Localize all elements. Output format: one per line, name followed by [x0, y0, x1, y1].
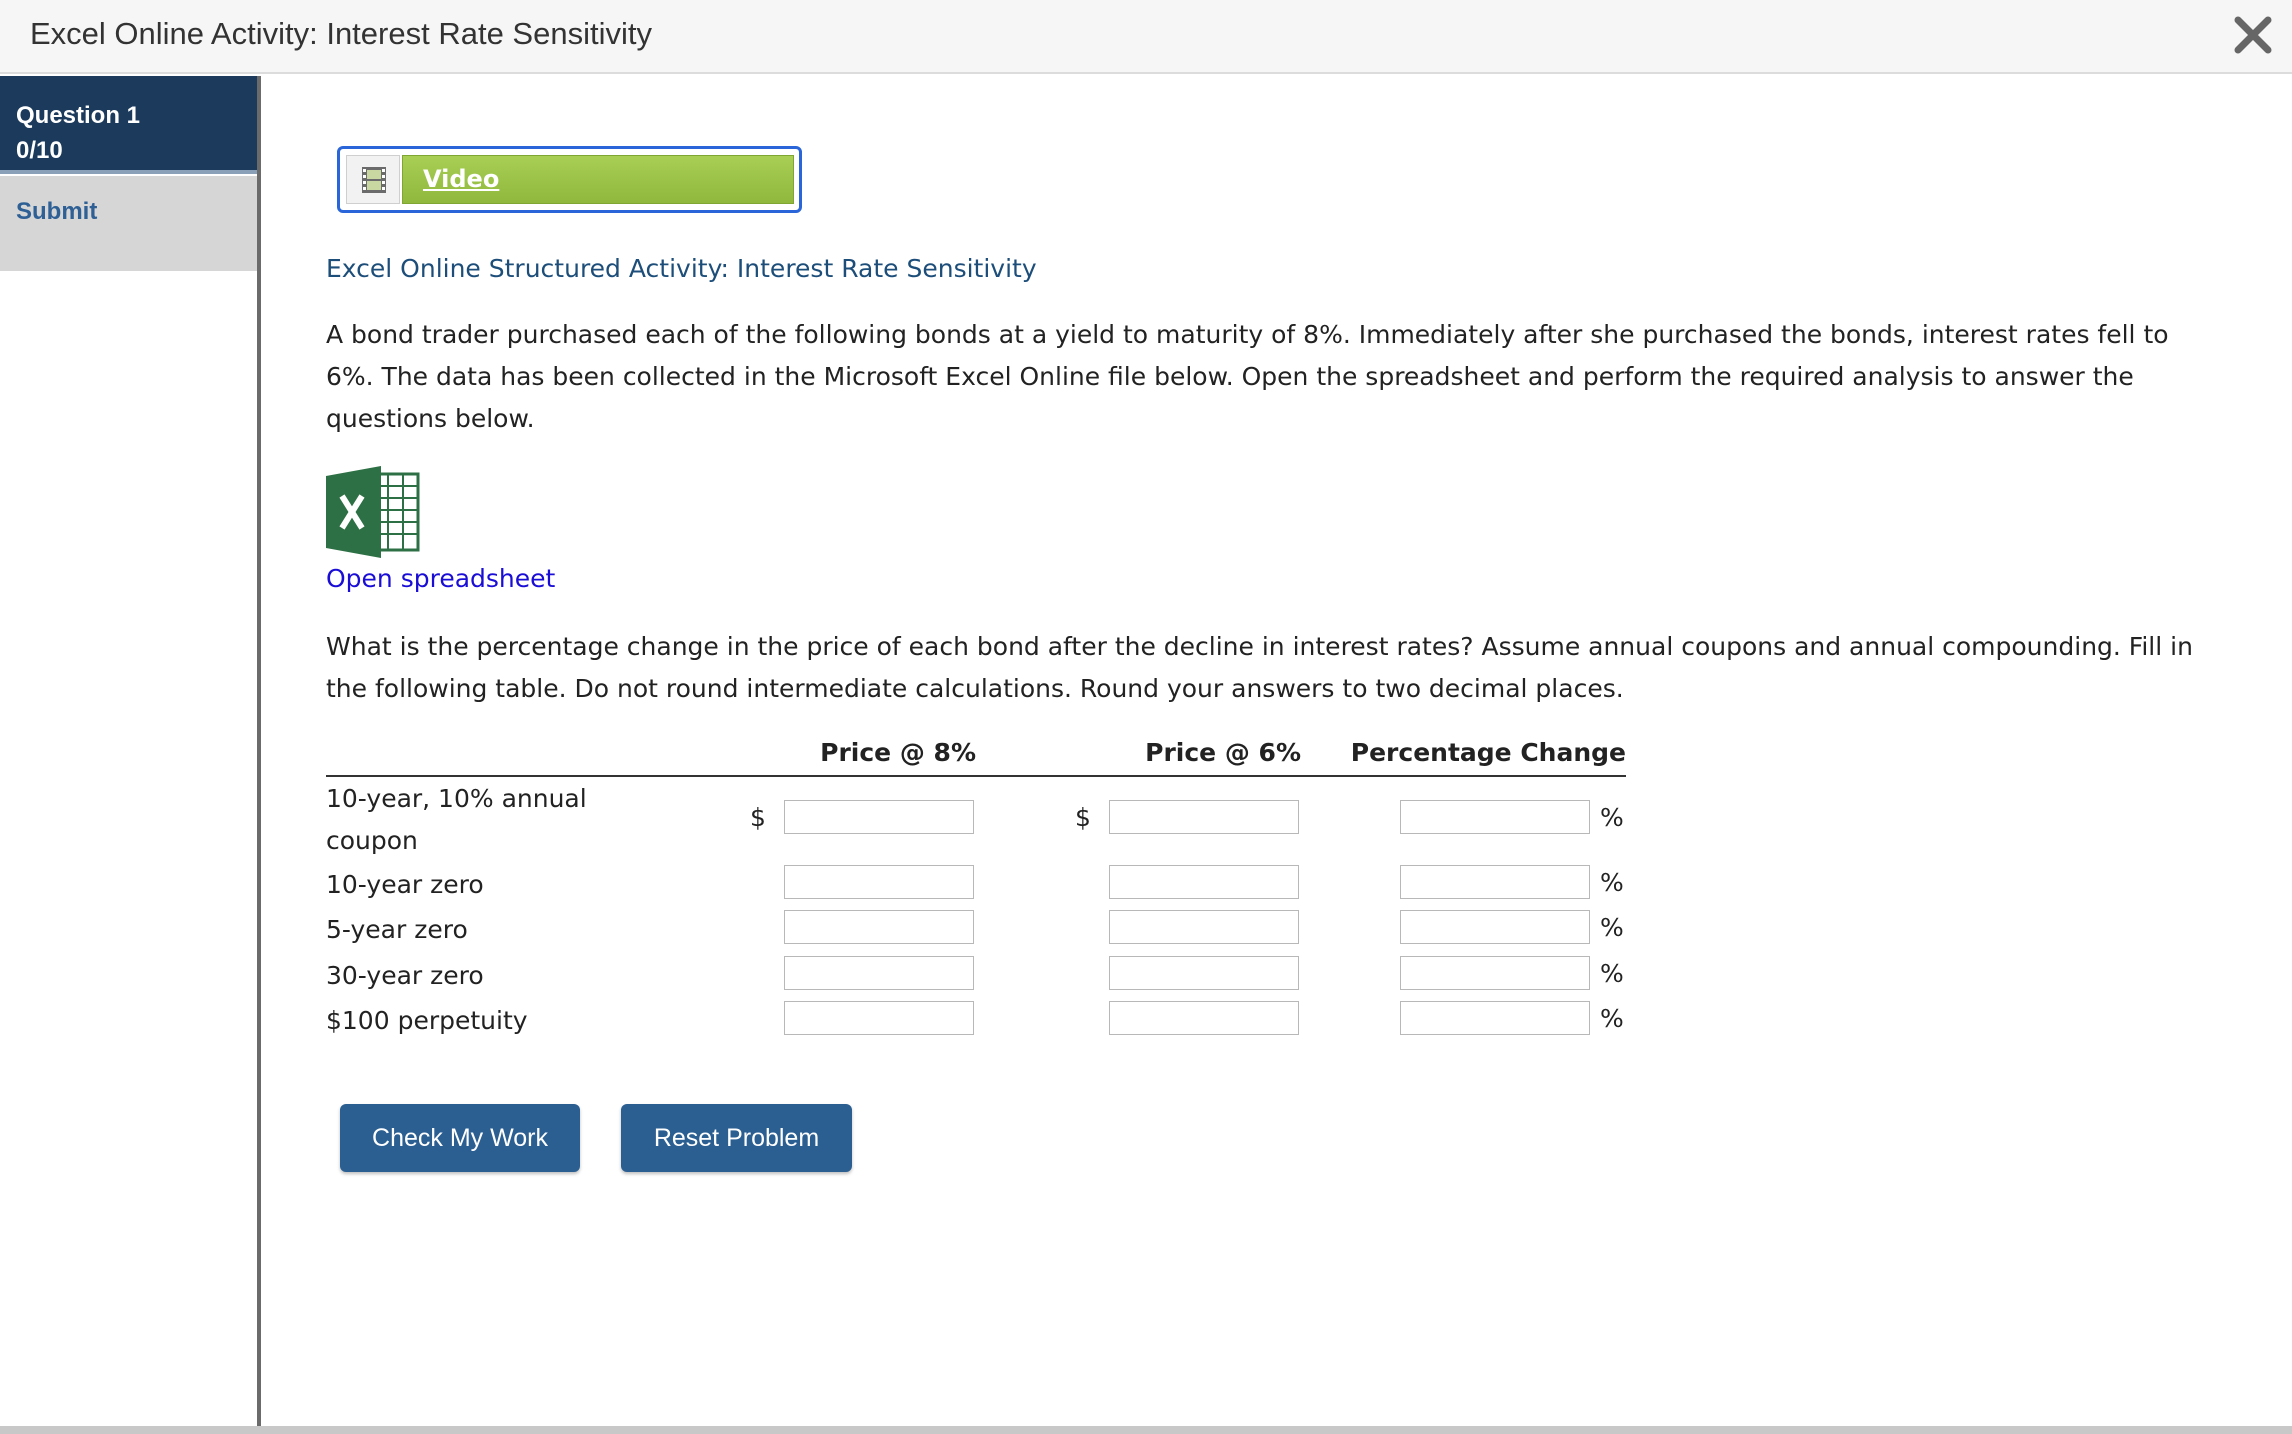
percent-symbol: % — [1600, 803, 1624, 832]
video-bar[interactable] — [402, 155, 794, 204]
row-label-perpetuity: $100 perpetuity — [326, 1006, 528, 1035]
price6-input-5yr-zero[interactable] — [1109, 910, 1299, 944]
change-input-10yr-coupon[interactable] — [1400, 800, 1590, 834]
row-label-10yr-coupon: 10-year, 10% annual coupon — [326, 784, 587, 855]
row-label-10yr-zero: 10-year zero — [326, 870, 484, 899]
percent-symbol: % — [1600, 1004, 1624, 1033]
window-title: Excel Online Activity: Interest Rate Sensitivity — [30, 16, 652, 51]
question-paragraph: What is the percentage change in the price of each bond after the decline in interest rates? Assume annual coupons and annual compounding. Fill in the following table. Do not round intermediate calculations. Round your answers to two decimal places. — [326, 632, 2193, 703]
percent-symbol: % — [1600, 959, 1624, 988]
price8-input-5yr-zero[interactable] — [784, 910, 974, 944]
film-icon — [346, 155, 400, 204]
video-button[interactable] — [337, 146, 802, 213]
change-input-10yr-zero[interactable] — [1400, 865, 1590, 899]
video-label[interactable]: Video — [423, 165, 500, 193]
table-header-rule — [326, 775, 1626, 777]
activity-heading: Excel Online Structured Activity: Interest Rate Sensitivity — [326, 254, 1037, 283]
percent-symbol: % — [1600, 868, 1624, 897]
check-my-work-button[interactable]: Check My Work — [340, 1104, 580, 1172]
reset-problem-button[interactable]: Reset Problem — [621, 1104, 852, 1172]
price6-input-10yr-coupon[interactable] — [1109, 800, 1299, 834]
header-price-6: Price @ 6% — [1145, 738, 1301, 767]
row-label-30yr-zero: 30-year zero — [326, 961, 484, 990]
sidebar-item-question-1[interactable] — [0, 76, 257, 174]
currency-symbol: $ — [1075, 803, 1091, 832]
close-icon[interactable] — [2228, 10, 2278, 60]
title-bar — [0, 0, 2292, 74]
change-input-30yr-zero[interactable] — [1400, 956, 1590, 990]
bottom-scrollbar[interactable] — [0, 1426, 2292, 1434]
excel-icon[interactable] — [326, 466, 421, 558]
currency-symbol: $ — [750, 803, 766, 832]
sidebar — [0, 76, 261, 1426]
percent-symbol: % — [1600, 913, 1624, 942]
header-percentage-change: Percentage Change — [1350, 738, 1626, 767]
row-label-5yr-zero: 5-year zero — [326, 915, 468, 944]
sidebar-item-submit[interactable]: Submit — [0, 176, 257, 271]
price6-input-30yr-zero[interactable] — [1109, 956, 1299, 990]
price6-input-perpetuity[interactable] — [1109, 1001, 1299, 1035]
price8-input-10yr-coupon[interactable] — [784, 800, 974, 834]
question-label: Question 1 — [16, 102, 141, 129]
price6-input-10yr-zero[interactable] — [1109, 865, 1299, 899]
question-score: 0/10 — [16, 137, 63, 164]
price8-input-perpetuity[interactable] — [784, 1001, 974, 1035]
header-price-8: Price @ 8% — [820, 738, 976, 767]
intro-paragraph: A bond trader purchased each of the following bonds at a yield to maturity of 8%. Immediately after she purchased the bonds, interest rates fell to 6%. The data has been collected in the Microsoft Excel Online file below. Open the spreadsheet and perform the required analysis to answer the questions below. — [326, 320, 2169, 433]
open-spreadsheet-link[interactable]: Open spreadsheet — [326, 564, 556, 593]
change-input-perpetuity[interactable] — [1400, 1001, 1590, 1035]
change-input-5yr-zero[interactable] — [1400, 910, 1590, 944]
price8-input-30yr-zero[interactable] — [784, 956, 974, 990]
price8-input-10yr-zero[interactable] — [784, 865, 974, 899]
